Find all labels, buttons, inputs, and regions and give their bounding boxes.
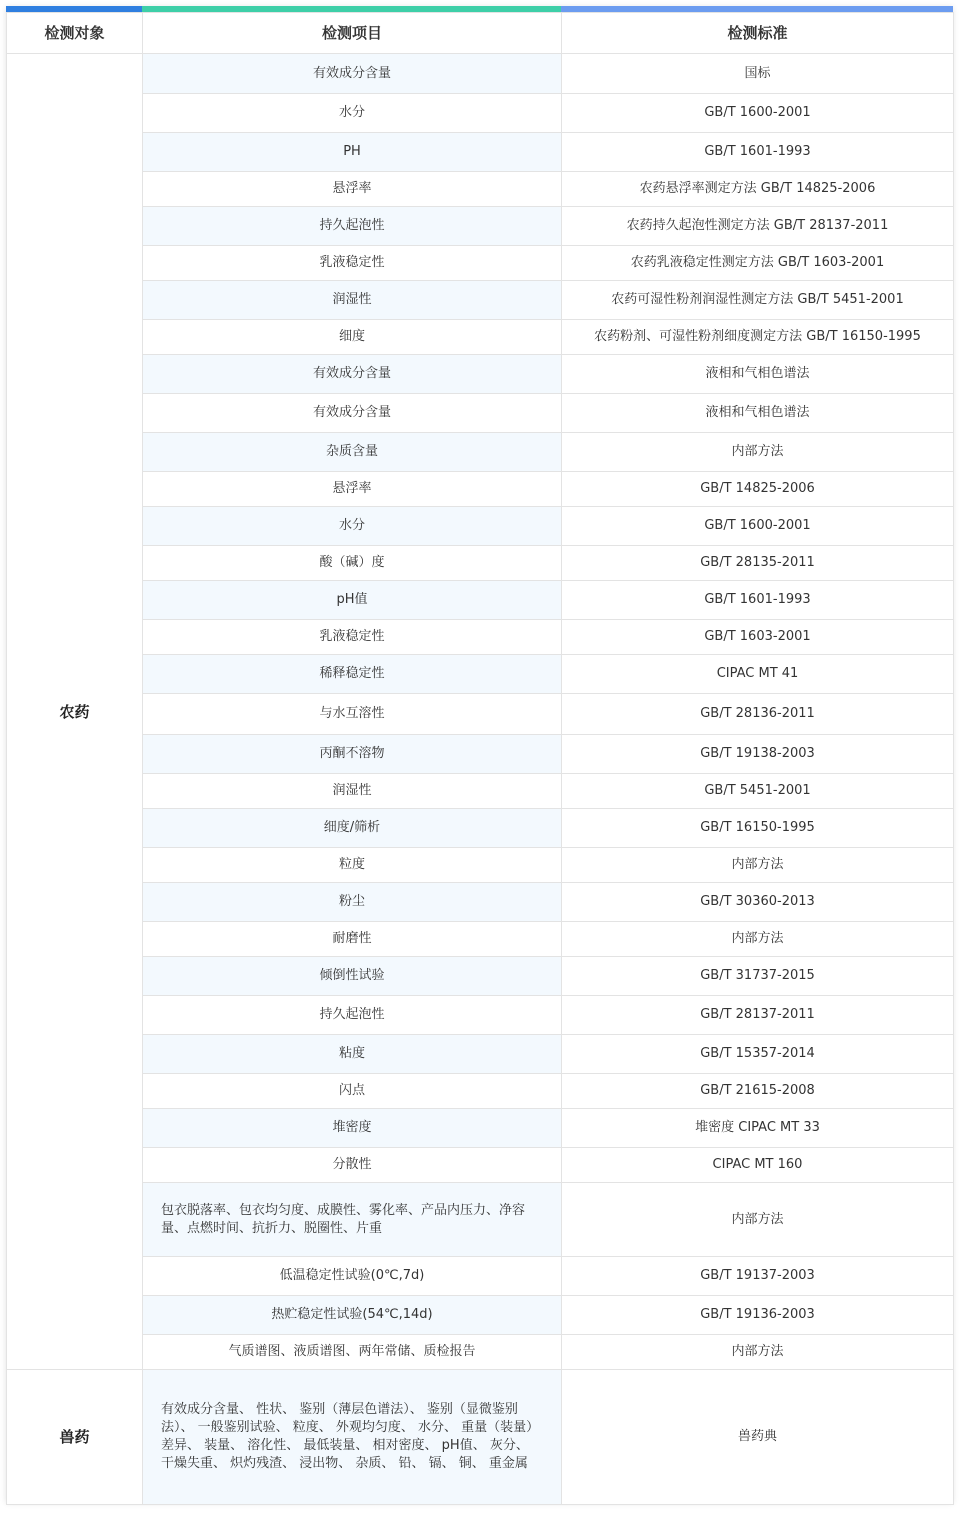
standard-cell: GB/T 1601-1993 [562,581,954,620]
table-row [7,694,954,735]
table-row [7,1074,954,1109]
item-cell: 气质谱图、液质谱图、两年常储、质检报告 [143,1335,562,1370]
standard-cell: 农药可湿性粉剂润湿性测定方法 GB/T 5451-2001 [562,281,954,320]
standard-cell: 内部方法 [562,922,954,957]
table-row [7,922,954,957]
standard-cell: GB/T 30360-2013 [562,883,954,922]
table-row [7,848,954,883]
table-row [7,94,954,133]
standard-cell: GB/T 16150-1995 [562,809,954,848]
standard-cell: 国标 [562,54,954,94]
table-row [7,735,954,774]
table-row [7,472,954,507]
standard-cell: 内部方法 [562,433,954,472]
table-row [7,1148,954,1183]
table-row [7,207,954,246]
table-row [7,355,954,394]
table-row [7,655,954,694]
table-row [7,507,954,546]
table-row [7,394,954,433]
item-cell: 水分 [143,94,562,133]
item-cell: 杂质含量 [143,433,562,472]
standard-cell: 内部方法 [562,1335,954,1370]
object-cell: 兽药 [7,1370,143,1505]
standard-cell: GB/T 14825-2006 [562,472,954,507]
standard-cell: GB/T 28136-2011 [562,694,954,735]
table-row [7,1296,954,1335]
item-cell: pH值 [143,581,562,620]
item-cell: 悬浮率 [143,472,562,507]
item-cell: 闪点 [143,1074,562,1109]
standards-table [6,12,954,1505]
table-row [7,774,954,809]
table-row [7,957,954,996]
item-cell: 乳液稳定性 [143,246,562,281]
item-cell: 低温稳定性试验(0℃,7d) [143,1257,562,1296]
table-row [7,281,954,320]
standard-cell: GB/T 19138-2003 [562,735,954,774]
item-cell: 包衣脱落率、包衣均匀度、成膜性、雾化率、产品内压力、净容量、点燃时间、抗折力、脱圈性、片重 [143,1183,562,1257]
item-cell: 有效成分含量 [143,54,562,94]
standard-cell: 液相和气相色谱法 [562,355,954,394]
item-cell: 乳液稳定性 [143,620,562,655]
standard-cell: 内部方法 [562,848,954,883]
standard-cell: GB/T 5451-2001 [562,774,954,809]
item-cell: 持久起泡性 [143,996,562,1035]
table-row [7,1335,954,1370]
standard-cell: 堆密度 CIPAC MT 33 [562,1109,954,1148]
standard-cell: GB/T 1603-2001 [562,620,954,655]
table-row [7,996,954,1035]
standards-table-card [6,6,953,1502]
table-row [7,54,954,94]
standard-cell: GB/T 1600-2001 [562,507,954,546]
standard-cell: GB/T 28137-2011 [562,996,954,1035]
standard-cell: GB/T 28135-2011 [562,546,954,581]
item-cell: 有效成分含量 [143,355,562,394]
item-cell: 与水互溶性 [143,694,562,735]
header-item: 检测项目 [143,13,562,54]
standard-cell: GB/T 15357-2014 [562,1035,954,1074]
standard-cell: 液相和气相色谱法 [562,394,954,433]
standard-cell: 农药乳液稳定性测定方法 GB/T 1603-2001 [562,246,954,281]
table-row [7,246,954,281]
table-row [7,1257,954,1296]
item-cell: 细度 [143,320,562,355]
item-cell: 粒度 [143,848,562,883]
table-row [7,883,954,922]
standard-cell: GB/T 1600-2001 [562,94,954,133]
standard-cell: 农药粉剂、可湿性粉剂细度测定方法 GB/T 16150-1995 [562,320,954,355]
item-cell: PH [143,133,562,172]
table-row [7,172,954,207]
item-cell: 持久起泡性 [143,207,562,246]
item-cell: 酸（碱）度 [143,546,562,581]
item-cell: 稀释稳定性 [143,655,562,694]
item-cell: 倾倒性试验 [143,957,562,996]
item-cell: 热贮稳定性试验(54℃,14d) [143,1296,562,1335]
item-cell: 润湿性 [143,281,562,320]
item-cell: 水分 [143,507,562,546]
table-row [7,1370,954,1505]
item-cell: 细度/筛析 [143,809,562,848]
table-row [7,1109,954,1148]
standard-cell: 兽药典 [562,1370,954,1505]
standard-cell: GB/T 1601-1993 [562,133,954,172]
table-row [7,809,954,848]
table-row [7,433,954,472]
table-row [7,1035,954,1074]
table-row [7,546,954,581]
table-row [7,620,954,655]
table-header-row [7,13,954,54]
standard-cell: GB/T 19136-2003 [562,1296,954,1335]
table-row [7,1183,954,1257]
standard-cell: 农药持久起泡性测定方法 GB/T 28137-2011 [562,207,954,246]
standard-cell: GB/T 31737-2015 [562,957,954,996]
table-row [7,133,954,172]
header-object: 检测对象 [7,13,143,54]
item-cell: 润湿性 [143,774,562,809]
item-cell: 悬浮率 [143,172,562,207]
item-cell: 有效成分含量 [143,394,562,433]
object-cell: 农药 [7,54,143,1370]
standard-cell: 内部方法 [562,1183,954,1257]
table-row [7,581,954,620]
standard-cell: CIPAC MT 41 [562,655,954,694]
standard-cell: 农药悬浮率测定方法 GB/T 14825-2006 [562,172,954,207]
item-cell: 粘度 [143,1035,562,1074]
standard-cell: CIPAC MT 160 [562,1148,954,1183]
table-row [7,320,954,355]
item-cell: 丙酮不溶物 [143,735,562,774]
item-cell: 有效成分含量、 性状、 鉴别（薄层色谱法）、 鉴别（显微鉴别法）、 一般鉴别试验、 粒度、 外观均匀度、 水分、 重量（装量）差异、 装量、 溶化性、 最低装量、 相对密度、 pH值、 灰分、 干燥失重、 炽灼残渣、 浸出物、 杂质、 铅、 镉、 铜、 重金属 [143,1370,562,1505]
standard-cell: GB/T 19137-2003 [562,1257,954,1296]
standard-cell: GB/T 21615-2008 [562,1074,954,1109]
item-cell: 耐磨性 [143,922,562,957]
item-cell: 分散性 [143,1148,562,1183]
item-cell: 粉尘 [143,883,562,922]
header-standard: 检测标准 [562,13,954,54]
item-cell: 堆密度 [143,1109,562,1148]
